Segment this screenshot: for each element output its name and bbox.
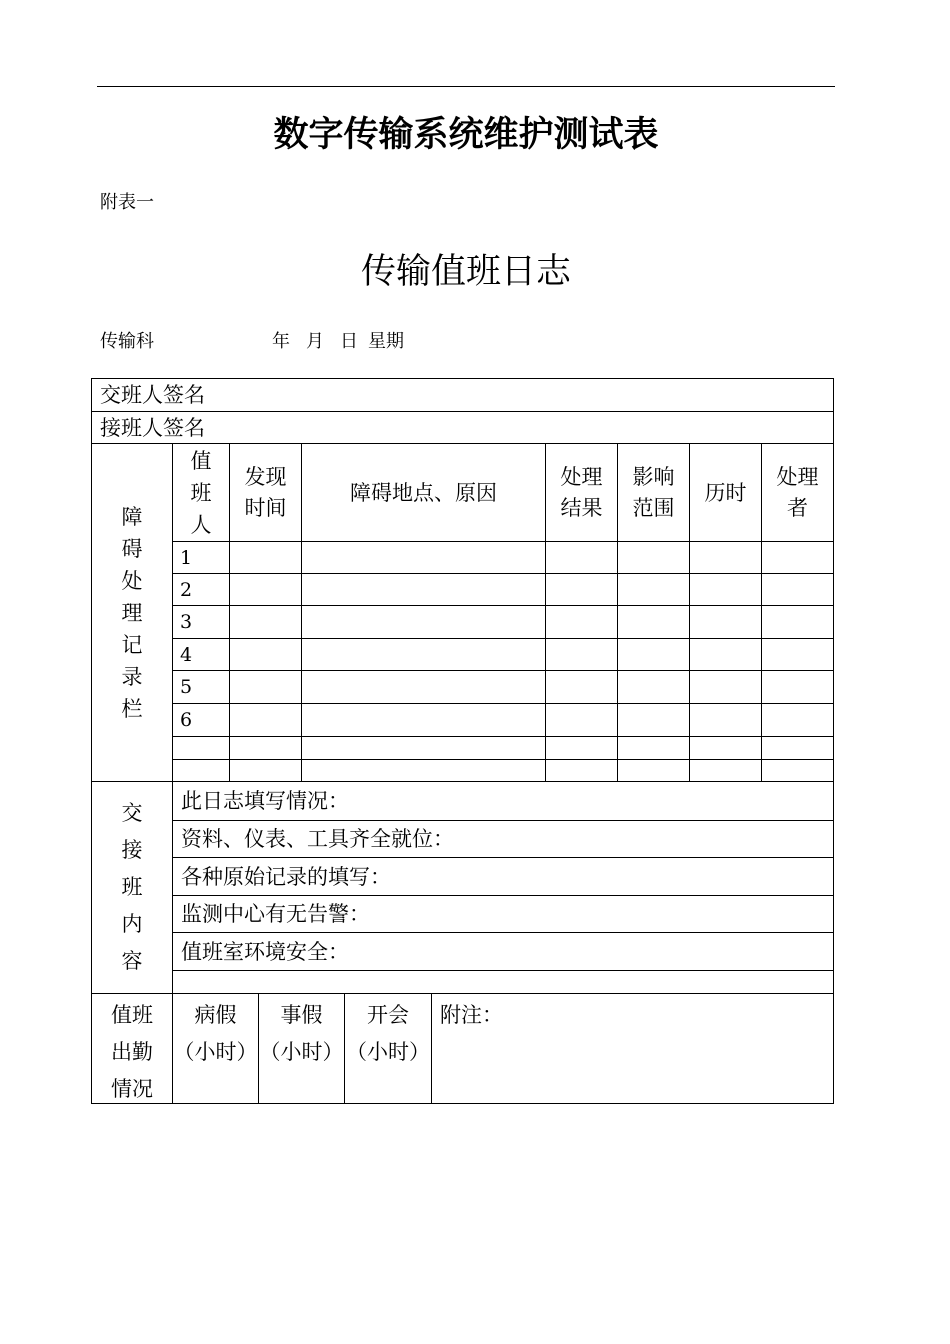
- duty-log-table: [91, 378, 834, 1104]
- handover-item-room-safety: [172, 932, 834, 971]
- fault-row-4-duration-cell: [689, 638, 762, 671]
- takeover-signature-cell: [91, 411, 834, 444]
- takeover-signature-label: 接班人签名: [100, 415, 205, 440]
- col-header-result-label: 处理结果: [560, 464, 603, 520]
- col-header-duration-label: 历时: [704, 480, 747, 505]
- handover-signature-label: 交班人签名: [100, 383, 205, 407]
- fault-row-2-found-time-cell: [229, 573, 302, 606]
- sick-leave-cell: [172, 993, 259, 1104]
- fault-row-3-result-cell: [545, 605, 618, 639]
- handover-item-label: 资料、仪表、工具齐全就位：: [181, 827, 454, 851]
- fault-row-6-duration-cell: [689, 703, 762, 737]
- fault-row-3-location-cause-cell: [301, 605, 546, 639]
- fault-row-4-impact-cell: [617, 638, 690, 671]
- fault-row-6-found-time-cell: [229, 703, 302, 737]
- fault-row-7-impact-cell: [617, 736, 690, 760]
- handover-item-blank: [172, 970, 834, 994]
- fault-row-6-impact-cell: [617, 703, 690, 737]
- top-divider-line: [97, 86, 835, 87]
- fault-row-8-impact-cell: [617, 759, 690, 782]
- fault-row-5-found-time-cell: [229, 670, 302, 704]
- fault-row-7-duration-cell: [689, 736, 762, 760]
- col-header-location-cause-label: 障碍地点、原因: [350, 480, 497, 505]
- fault-row-5-handler-cell: [761, 670, 834, 704]
- date-month-label: 月: [306, 331, 324, 352]
- col-header-duty-person-label: 值班人: [190, 448, 212, 537]
- fault-row-5-duty-person-cell: [172, 670, 230, 704]
- note-label: 附注：: [440, 1003, 503, 1027]
- fault-row-8-location-cause-cell: [301, 759, 546, 782]
- fault-row-4-result-cell: [545, 638, 618, 671]
- attendance-label: 值班出勤情况: [111, 1003, 153, 1101]
- col-header-location-cause: [301, 443, 546, 542]
- fault-row-6-result-cell: [545, 703, 618, 737]
- fault-row-1-handler-cell: [761, 541, 834, 574]
- fault-row-8-found-time-cell: [229, 759, 302, 782]
- fault-row-1-result-cell: [545, 541, 618, 574]
- fault-row-6-handler-cell: [761, 703, 834, 737]
- fault-row-3-found-time-cell: [229, 605, 302, 639]
- handover-item-label: 各种原始记录的填写：: [181, 864, 391, 889]
- fault-row-2-duration-cell: [689, 573, 762, 606]
- document-title: 数字传输系统维护测试表: [273, 115, 659, 155]
- fault-row-1-location-cause-cell: [301, 541, 546, 574]
- fault-row-number: 3: [180, 611, 193, 633]
- col-header-duty-person: [172, 443, 230, 542]
- attendance-label-cell: [91, 993, 173, 1104]
- fault-row-7-result-cell: [545, 736, 618, 760]
- col-header-duration: [689, 443, 762, 542]
- meeting-label: 开会: [367, 1003, 409, 1027]
- personal-leave-label: 事假: [280, 1003, 323, 1027]
- appendix-label: 附表一: [100, 192, 154, 213]
- fault-row-number: 2: [180, 578, 193, 601]
- fault-row-3-duration-cell: [689, 605, 762, 639]
- personal-leave-cell: [258, 993, 345, 1104]
- meeting-cell: [344, 993, 432, 1104]
- col-header-handler-label: 处理者: [776, 464, 819, 520]
- fault-row-4-handler-cell: [761, 638, 834, 671]
- handover-item-label: 此日志填写情况：: [181, 789, 349, 813]
- sick-leave-unit: （小时）: [173, 1040, 258, 1064]
- fault-row-5-location-cause-cell: [301, 670, 546, 704]
- department-label: 传输科: [100, 331, 154, 352]
- col-header-found-time: [229, 443, 302, 542]
- fault-row-2-location-cause-cell: [301, 573, 546, 606]
- fault-row-3-impact-cell: [617, 605, 690, 639]
- col-header-impact: [617, 443, 690, 542]
- fault-row-1-impact-cell: [617, 541, 690, 574]
- fault-row-number: 4: [180, 643, 193, 666]
- fault-row-8-duty-person-cell: [172, 759, 230, 782]
- fault-row-4-found-time-cell: [229, 638, 302, 671]
- fault-row-5-result-cell: [545, 670, 618, 704]
- fault-row-8-handler-cell: [761, 759, 834, 782]
- handover-item-alarms: [172, 895, 834, 933]
- fault-row-6-duty-person-cell: [172, 703, 230, 737]
- fault-row-7-location-cause-cell: [301, 736, 546, 760]
- handover-item-records: [172, 857, 834, 896]
- fault-row-8-duration-cell: [689, 759, 762, 782]
- fault-section-label: 障碍处理记录栏: [121, 504, 143, 721]
- fault-row-1-found-time-cell: [229, 541, 302, 574]
- fault-row-3-duty-person-cell: [172, 605, 230, 639]
- fault-row-1-duration-cell: [689, 541, 762, 574]
- handover-item-label: 监测中心有无告警：: [181, 902, 370, 926]
- fault-row-5-impact-cell: [617, 670, 690, 704]
- fault-section-label-cell: [91, 443, 173, 782]
- fault-row-7-found-time-cell: [229, 736, 302, 760]
- fault-row-2-duty-person-cell: [172, 573, 230, 606]
- handover-item-label: 值班室环境安全：: [181, 939, 349, 964]
- fault-row-7-handler-cell: [761, 736, 834, 760]
- fault-row-2-impact-cell: [617, 573, 690, 606]
- fault-row-number: 5: [180, 676, 193, 698]
- fault-row-1-duty-person-cell: [172, 541, 230, 574]
- fault-row-6-location-cause-cell: [301, 703, 546, 737]
- meeting-unit: （小时）: [346, 1040, 430, 1064]
- col-header-result: [545, 443, 618, 542]
- fault-row-8-result-cell: [545, 759, 618, 782]
- handover-signature-cell: [91, 378, 834, 412]
- note-cell: [431, 993, 834, 1104]
- col-header-handler: [761, 443, 834, 542]
- date-day-label: 日: [340, 331, 358, 352]
- log-title: 传输值班日志: [360, 252, 571, 292]
- col-header-found-time-label: 发现时间: [244, 464, 287, 520]
- fault-row-2-result-cell: [545, 573, 618, 606]
- col-header-impact-label: 影响范围: [632, 464, 675, 520]
- fault-row-2-handler-cell: [761, 573, 834, 606]
- fault-row-7-duty-person-cell: [172, 736, 230, 760]
- date-weekday-label: 星期: [368, 331, 404, 352]
- handover-item-log-status: [172, 781, 834, 821]
- personal-leave-unit: （小时）: [259, 1040, 344, 1064]
- fault-row-4-duty-person-cell: [172, 638, 230, 671]
- handover-item-equipment: [172, 820, 834, 858]
- fault-row-number: 1: [180, 546, 193, 569]
- date-year-label: 年: [272, 331, 290, 352]
- sick-leave-label: 病假: [194, 1003, 237, 1027]
- handover-section-label: 交接班内容: [121, 801, 143, 973]
- handover-section-label-cell: [91, 781, 173, 994]
- fault-row-3-handler-cell: [761, 605, 834, 639]
- fault-row-4-location-cause-cell: [301, 638, 546, 671]
- fault-row-5-duration-cell: [689, 670, 762, 704]
- fault-row-number: 6: [180, 709, 193, 731]
